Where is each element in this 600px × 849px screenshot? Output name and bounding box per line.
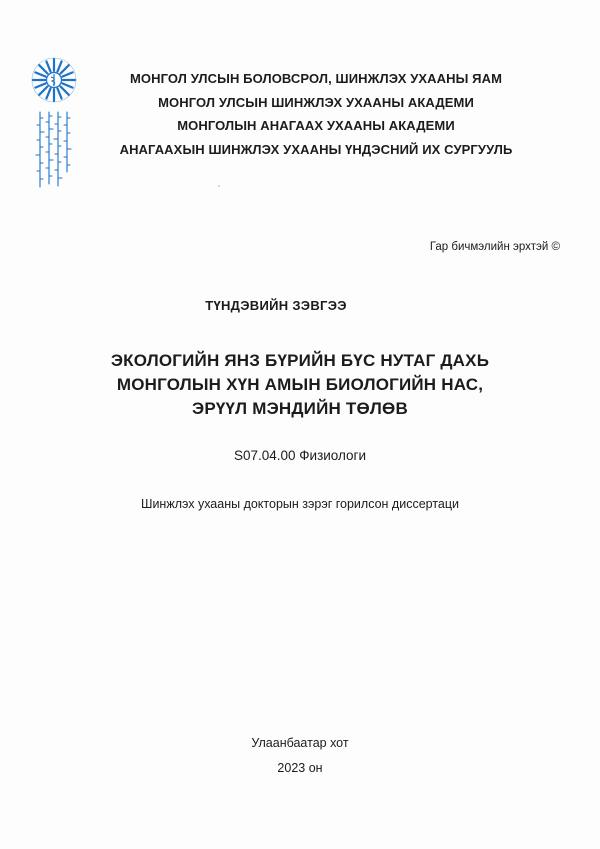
place-of-publication: Улаанбаатар хот xyxy=(251,736,349,750)
title-line: ЭРҮҮЛ МЭНДИЙН ТӨЛӨВ xyxy=(192,399,408,418)
ministry-name: МОНГОЛ УЛСЫН БОЛОВСРОЛ, ШИНЖЛЭХ УХААНЫ ЯАМ xyxy=(129,71,503,86)
publication-year: 2023 он xyxy=(277,761,323,775)
university-emblem-icon xyxy=(26,52,82,192)
title-line: ЭКОЛОГИЙН ЯНЗ БҮРИЙН БҮС НУТАГ ДАХЬ xyxy=(110,351,490,370)
dissertation-title xyxy=(60,349,540,421)
academy-of-sciences-name: МОНГОЛ УЛСЫН ШИНЖЛЭХ УХААНЫ АКАДЕМИ xyxy=(158,94,474,110)
degree-statement: Шинжлэх ухааны докторын зэрэг горилсон диссертаци xyxy=(140,497,460,511)
medical-academy-name: МОНГОЛЫН АНАГААХ УХААНЫ АКАДЕМИ xyxy=(177,118,455,133)
university-name: АНАГААХЫН ШИНЖЛЭХ УХААНЫ ҮНДЭСНИЙ ИХ СУРГУУЛЬ xyxy=(119,141,513,157)
copyright-note: Гар бичмэлийн эрхтэй © xyxy=(429,241,560,253)
title-line: МОНГОЛЫН ХҮН АМЫН БИОЛОГИЙН НАС, xyxy=(116,375,484,394)
institution-header xyxy=(96,67,536,161)
scan-speck xyxy=(218,185,220,187)
specialty-code: S07.04.00 Физиологи xyxy=(233,448,367,463)
author-name: ТҮНДЭВИЙН ЗЭВГЭЭ xyxy=(205,298,347,313)
